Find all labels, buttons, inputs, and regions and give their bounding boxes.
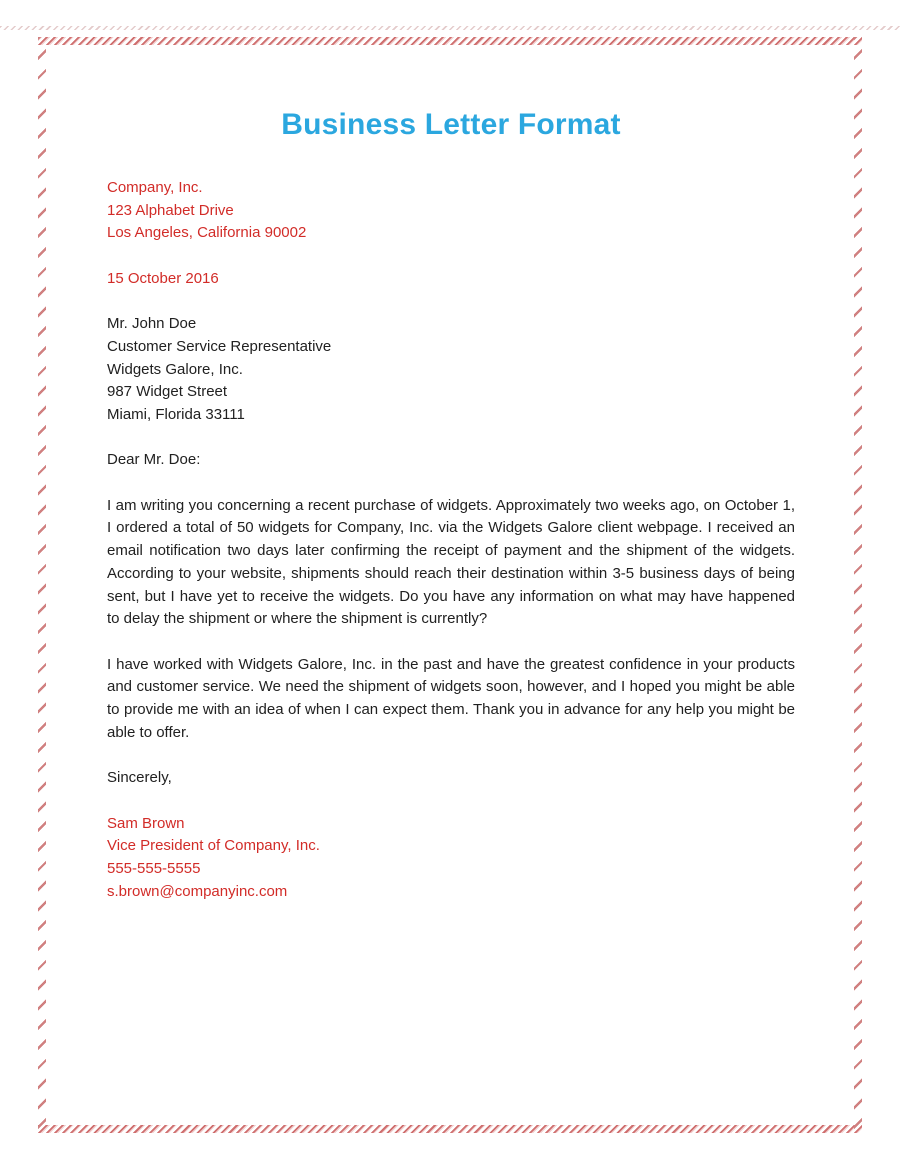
signature-line: Sam Brown <box>107 814 185 832</box>
date-text: 15 October 2016 <box>107 269 219 287</box>
body-paragraph: I am writing you concerning a recent purchase of widgets. Approximately two weeks ago, on October 1, I ordered a total of 50 widgets for Company, Inc. via the Widgets Galore client webpage. I received an email notification two days later confirming the receipt of payment and the shipment of the widgets. According to your website, shipments should reach their destination within 3-5 business days of being sent, but I have yet to receive the widgets. Do you have any information on what may have happened to delay the shipment or where the shipment is currently? <box>107 496 795 628</box>
salutation-text: Dear Mr. Doe: <box>107 451 201 469</box>
salutation-block <box>107 449 795 472</box>
sender-address-line: Company, Inc. <box>107 179 203 196</box>
signature-block <box>107 813 795 904</box>
letter-content <box>107 0 795 926</box>
body-paragraph: I have worked with Widgets Galore, Inc. in the past and have the greatest confidence in your products and customer service. We need the shipment of widgets soon, however, and I hoped you might be able to provide me with an idea of when I can expect them. Thank you in advance for any help you might be able to offer. <box>107 655 795 741</box>
closing-block <box>107 767 795 790</box>
border-right <box>854 37 862 1133</box>
page-title: Business Letter Format <box>281 108 621 141</box>
recipient-line: Miami, Florida 33111 <box>107 406 245 423</box>
border-bottom <box>38 1125 862 1133</box>
closing-text: Sincerely, <box>107 769 172 787</box>
signature-line: s.brown@companyinc.com <box>107 882 288 900</box>
date-block <box>107 268 795 291</box>
sender-address-line: 123 Alphabet Drive <box>107 201 234 219</box>
signature-line: Vice President of Company, Inc. <box>107 837 320 855</box>
recipient-line: Customer Service Representative <box>107 337 332 355</box>
sender-address-block <box>107 177 795 245</box>
recipient-line: Mr. John Doe <box>107 315 197 333</box>
sender-address-line: Los Angeles, California 90002 <box>107 224 307 242</box>
recipient-line: 987 Widget Street <box>107 383 228 401</box>
signature-line: 555-555-5555 <box>107 859 201 877</box>
border-left <box>38 37 46 1133</box>
recipient-address-block <box>107 313 795 427</box>
recipient-line: Widgets Galore, Inc. <box>107 360 243 378</box>
